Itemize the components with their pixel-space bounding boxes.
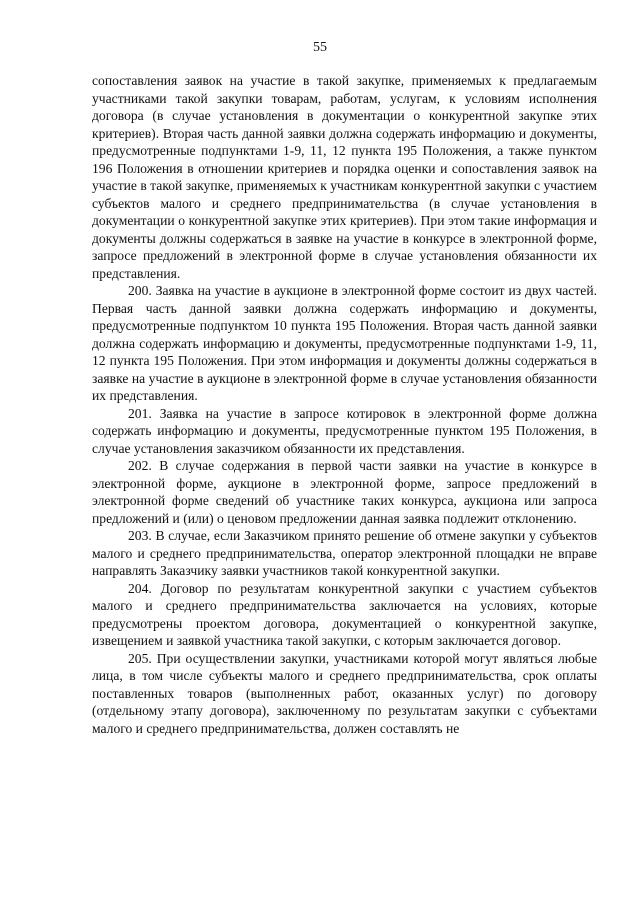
page-number: 55 — [313, 40, 327, 55]
paragraph-item-202: 202. В случае содержания в первой части заявки на участие в конкурсе в электронной форме, аукционе в электронной форме, запросе предложений в электронной форме сведений об участнике таких конкурса, аукциона или запроса предложений и (или) о ценовом предложении данная заявка подлежит отклонению. — [92, 458, 597, 526]
paragraph-item-201: 201. Заявка на участие в запросе котировок в электронной форме должна содержать информацию и документы, предусмотренные пунктом 195 Положения, в случае установления заказчиком обязанности их представления. — [92, 405, 597, 456]
paragraph-item-200: 200. Заявка на участие в аукционе в электронной форме состоит из двух частей. Первая часть данной заявки должна содержать информацию и документы, предусмотренные подпунктом 10 пункта 195 Положения. Вторая часть данной заявки должна содержать информацию и документы, предусмотренные подпунктами 1-9, 11, 12 пункта 195 Положения. При этом информация и документы должны содержаться в заявке на участие в аукционе в электронной форме в случае установления обязанности их представления. — [92, 283, 597, 403]
paragraph-item-205: 205. При осуществлении закупки, участниками которой могут являться любые лица, в том числе субъекты малого и среднего предпринимательства, срок оплаты поставленных товаров (выполненных работ, оказанных услуг) по договору (отдельному этапу договора), заключенному по результатам закупки с субъектами малого и среднего предпринимательства, должен составлять не — [92, 650, 597, 736]
paragraph-continuation: сопоставления заявок на участие в такой закупке, применяемых к предлагаемым участниками такой закупки товарам, работам, услугам, к условиям исполнения договора (в случае установления в документации о конкурентной закупке этих критериев). Вторая часть данной заявки должна содержать информацию и документы, предусмотренные подпунктами 1-9, 11, 12 пункта 195 Положения, а также пунктом 196 Положения в отношении критериев и порядка оценки и сопоставления заявок на участие в такой закупке, применяемых к участникам конкурентной закупки с участием субъектов малого и среднего предпринимательства (в случае установления в документации о конкурентной закупке этих критериев). При этом такие информация и документы должны содержаться в заявке на участие в конкурсе в электронной форме, запросе предложений в электронной форме в случае установления обязанности их представления. — [92, 73, 597, 281]
paragraph-item-203: 203. В случае, если Заказчиком принято решение об отмене закупки у субъектов малого и среднего предпринимательства, оператор электронной площадки не вправе направлять Заказчику заявки участников такой конкурентной закупки. — [92, 528, 597, 578]
body-text — [92, 72, 597, 737]
paragraph-item-204: 204. Договор по результатам конкурентной закупки с участием субъектов малого и среднего предпринимательства заключается на условиях, которые предусмотрены проектом договора, документацией о конкурентной закупке, извещением и заявкой участника такой закупки, с которым заключается договор. — [92, 580, 597, 648]
